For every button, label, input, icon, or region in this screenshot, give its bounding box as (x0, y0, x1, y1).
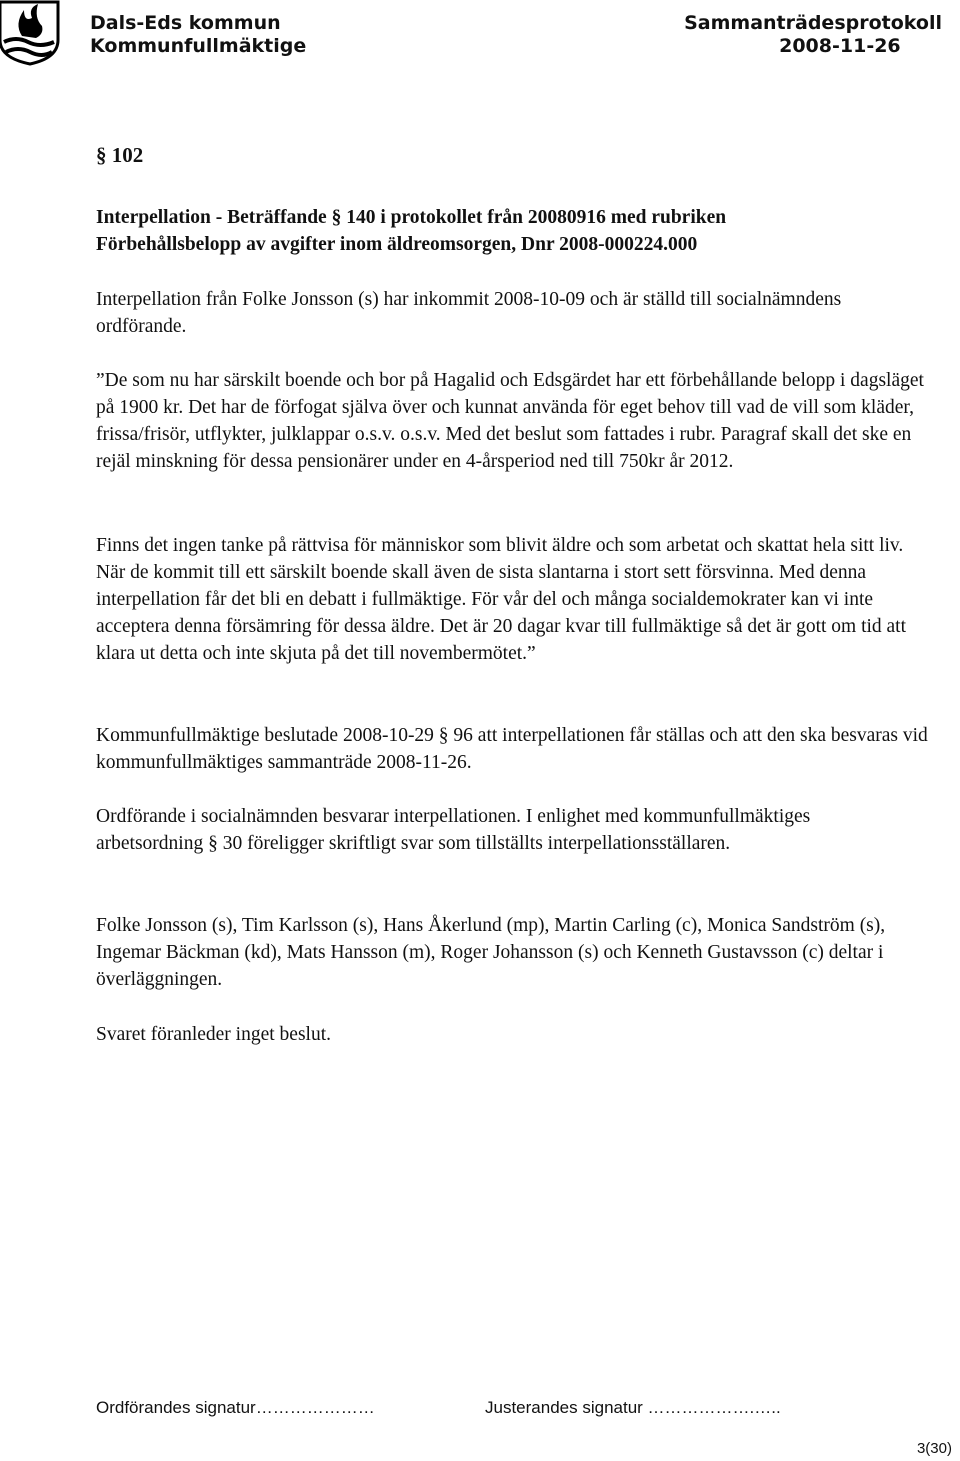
header-right (684, 12, 942, 58)
conclusion-text: Svaret föranleder inget beslut. (96, 1024, 331, 1045)
title-line-1: Interpellation - Beträffande § 140 i protokollet från 20080916 med rubriken (96, 207, 727, 228)
section-number: § 102 (96, 143, 144, 167)
municipality-name: Dals-Eds kommun (90, 12, 281, 34)
answer-paragraph (96, 803, 856, 857)
quote-text-2: Finns det ingen tanke på rättvisa för människor som blivit äldre och som arbetat och skattat hela sitt liv. När de kommit till ett särskilt boende skall även de sista slantarna i stort sett försvinna. Med denna interpellation får det bli en debatt i fullmäktige. För vår del och många socialdemokrater kan vi inte acceptera denna försämring för dessa äldre. Det är 20 dagar kvar till fullmäktige så det är gott om tid att klara ut detta och inte skjuta på det till novembermötet.” (96, 535, 907, 664)
council-name: Kommunfullmäktige (90, 35, 307, 57)
header-left (90, 12, 306, 58)
conclusion-paragraph (96, 1021, 956, 1048)
title-line-2: Förbehållsbelopp av avgifter inom äldreomsorgen, Dnr 2008-000224.000 (96, 234, 698, 255)
quote-text-1: ”De som nu har särskilt boende och bor på Hagalid och Edsgärdet har ett förbehållande belopp i dagsläget på 1900 kr. Det har de förfogat själva över och kunnat använda för eget behov till vad de vill som kläder, frissa/frisör, utflykter, julklappar o.s.v. o.s.v. Med det beslut som fattades i rubr. Paragraf skall det ske en rejäl minskning för dessa pensionärer under en 4-årsperiod ned till 750kr år 2012. (96, 370, 924, 472)
meeting-date: 2008-11-26 (779, 35, 901, 57)
adjuster-signature: Justerandes signatur ……………….….. (485, 1398, 781, 1417)
decision-paragraph (96, 722, 951, 776)
section-title (96, 204, 956, 258)
intro-text: Interpellation från Folke Jonsson (s) har inkommit 2008-10-09 och är ställd till socialnämndens ordförande. (96, 289, 842, 337)
chair-signature: Ordförandes signatur………………… (96, 1398, 375, 1417)
decision-text: Kommunfullmäktige beslutade 2008-10-29 § 96 att interpellationen får ställas och att den ska besvaras vid kommunfullmäktiges sammanträde 2008-11-26. (96, 725, 928, 773)
intro-paragraph (96, 286, 856, 340)
participants-text: Folke Jonsson (s), Tim Karlsson (s), Hans Åkerlund (mp), Martin Carling (c), Monica Sandström (s), Ingemar Bäckman (kd), Mats Hansson (m), Roger Johansson (s) och Kenneth Gustavsson (c) deltar i överläggningen. (96, 915, 886, 990)
participants-paragraph (96, 912, 921, 993)
quote-paragraph-1 (96, 367, 941, 475)
page-number: 3(30) (916, 1440, 952, 1457)
document-type: Sammanträdesprotokoll (684, 12, 942, 34)
quote-paragraph-2 (96, 532, 926, 667)
answer-text: Ordförande i socialnämnden besvarar interpellationen. I enlighet med kommunfullmäktiges arbetsordning § 30 föreligger skriftligt svar som tillställts interpellationsställaren. (96, 806, 811, 854)
municipality-logo (0, 0, 64, 66)
